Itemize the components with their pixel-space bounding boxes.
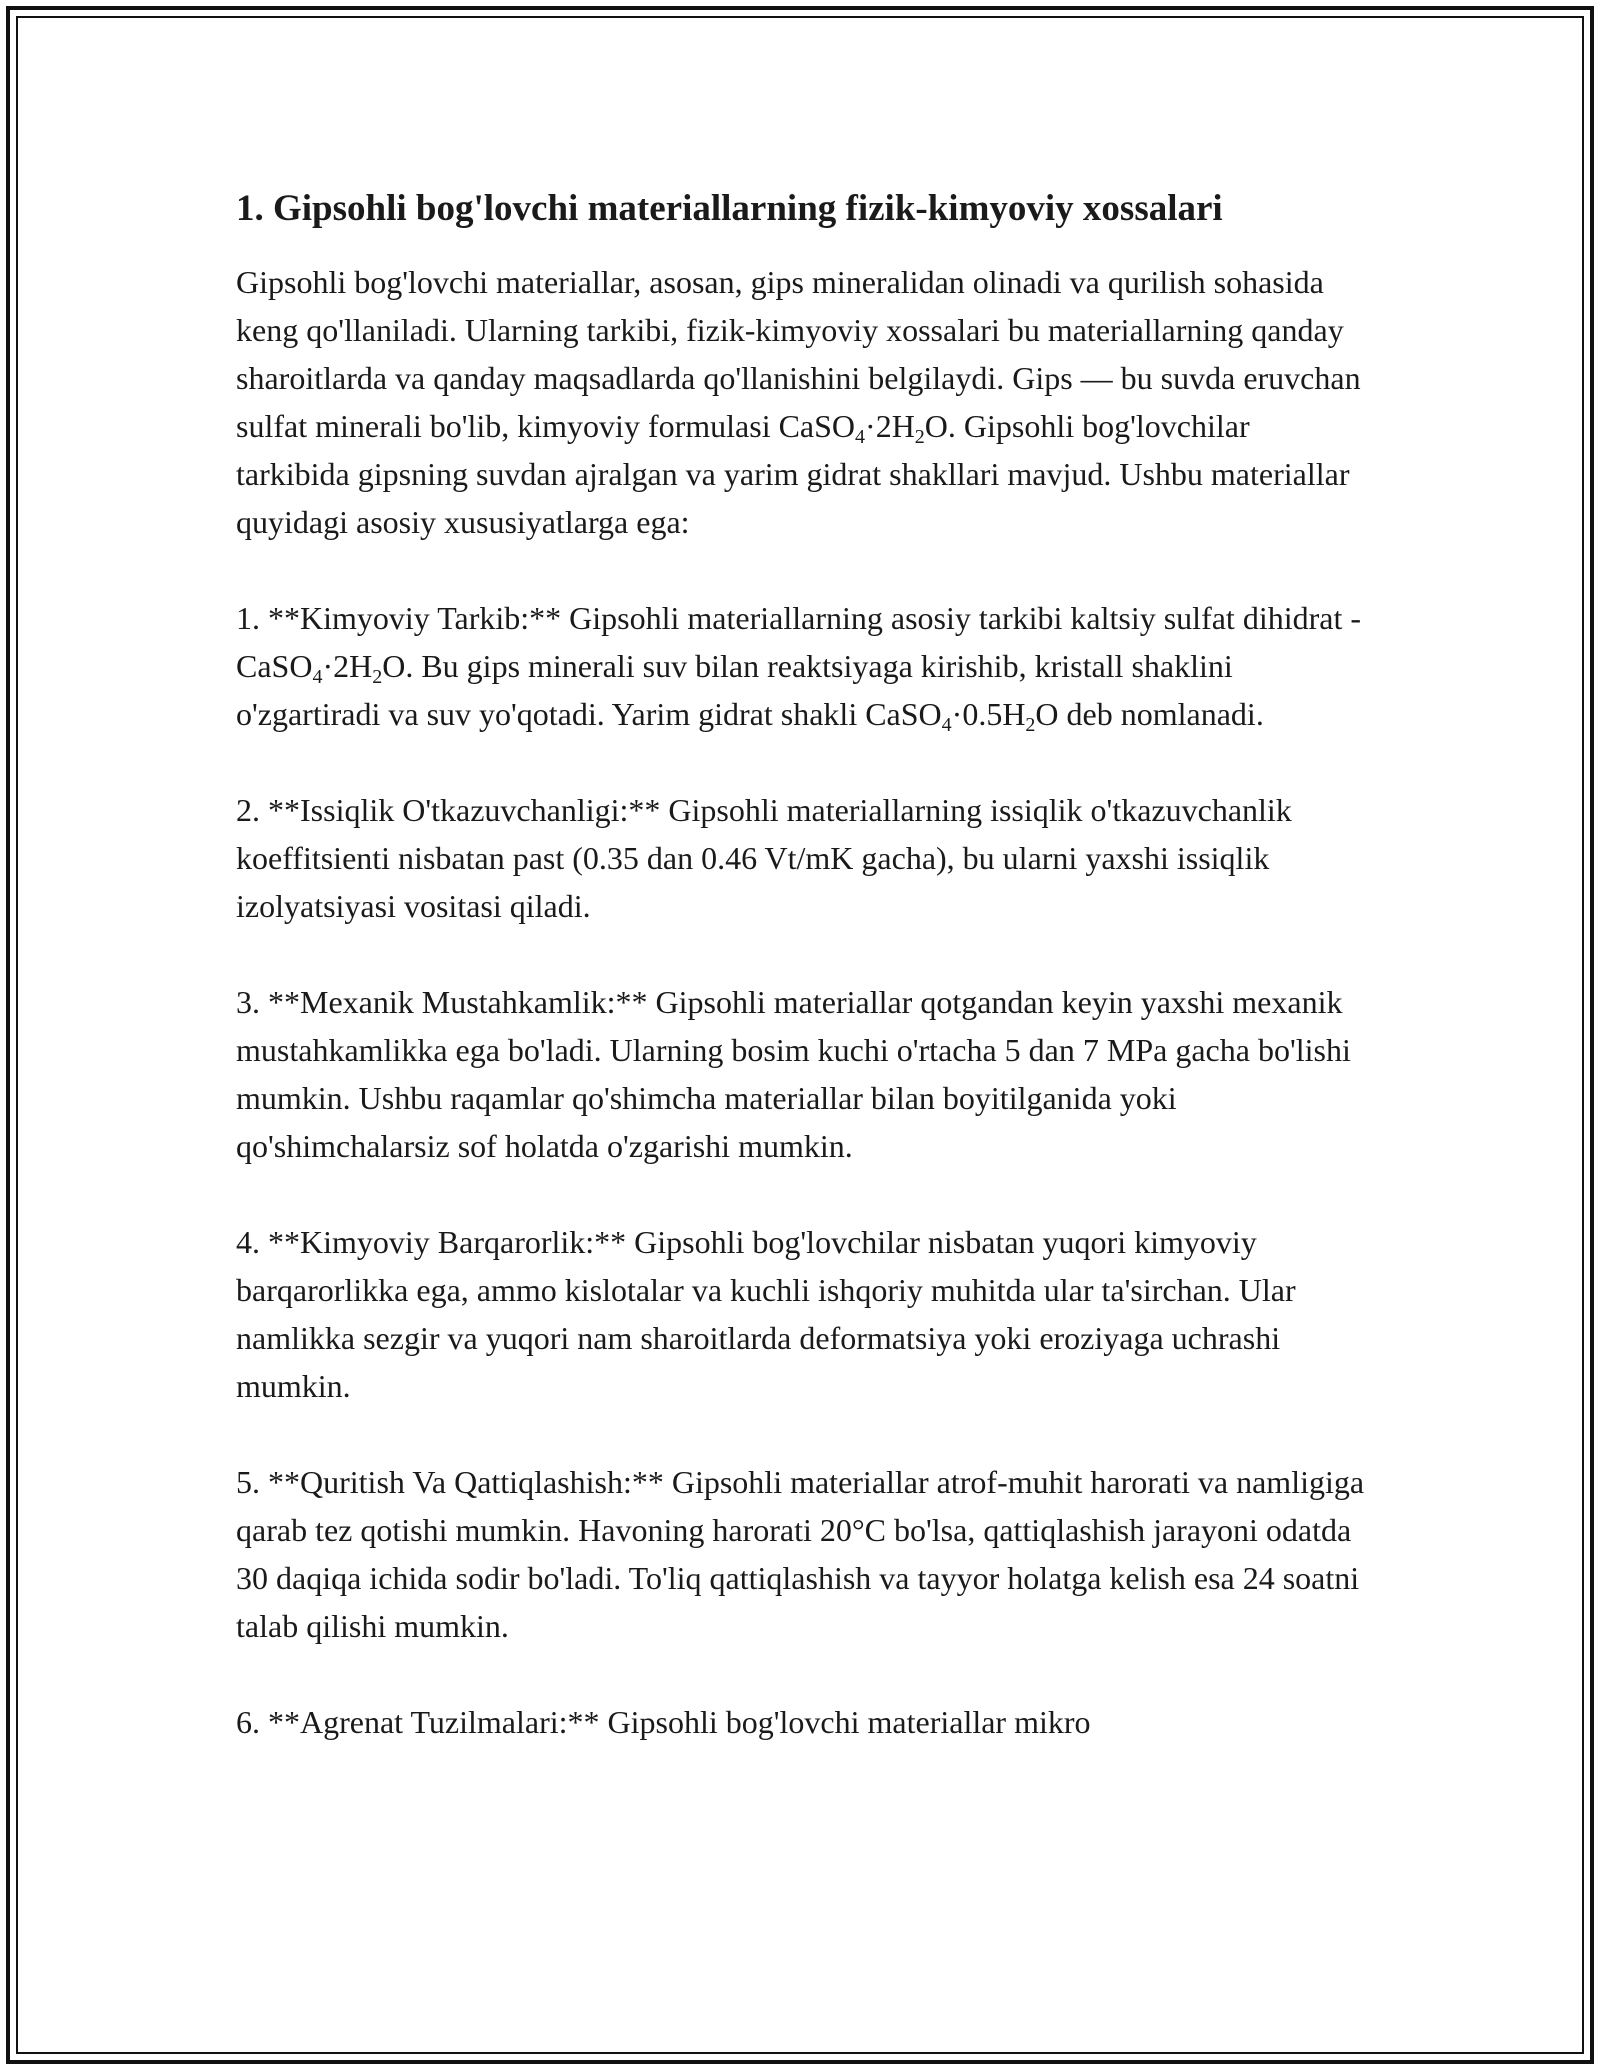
list-item-chemical-composition: 1. **Kimyoviy Tarkib:** Gipsohli materiallarning asosiy tarkibi kaltsiy sulfat dihidrat - $CaSO_4\cdot 2H_2O$. Bu gips minerali suv bilan reaktsiyaga kirishib, kristall shaklini o'zgartiradi va suv yo'qotadi. Yarim gidrat shakli $CaSO_4\cdot 0.5H_2O$ deb nomlanadi. <box>236 600 1361 737</box>
list-item-chemical-stability: 4. **Kimyoviy Barqarorlik:** Gipsohli bog'lovchilar nisbatan yuqori kimyoviy barqarorlikka ega, ammo kislotalar va kuchli ishqoriy muhitda ular ta'sirchan. Ular namlikka sezgir va yuqori nam sharoitlarda deformatsiya yoki eroziyaga uchrashi mumkin. <box>236 1224 1296 1405</box>
list-item-aggregate-structures: 6. **Agrenat Tuzilmalari:** Gipsohli bog'lovchi materiallar mikro <box>236 1704 1091 1741</box>
list-item-mechanical-strength: 3. **Mexanik Mustahkamlik:** Gipsohli materiallar qotgandan keyin yaxshi mexanik mustahkamlikka ega bo'ladi. Ularning bosim kuchi o'rtacha 5 dan 7 MPa gacha bo'lishi mumkin. Ushbu raqamlar qo'shimcha materiallar bilan boyitilganida yoki qo'shimchalarsiz sof holatda o'zgarishi mumkin. <box>236 984 1351 1165</box>
document-body <box>236 186 1366 1794</box>
list-item-thermal-conductivity: 2. **Issiqlik O'tkazuvchanligi:** Gipsohli materiallarning issiqlik o'tkazuvchanlik koeffitsienti nisbatan past (0.35 dan 0.46 Vt/mK gacha), bu ularni yaxshi issiqlik izolyatsiyasi vositasi qiladi. <box>236 792 1292 925</box>
intro-paragraph: Gipsohli bog'lovchi materiallar, asosan, gips mineralidan olinadi va qurilish sohasida keng qo'llaniladi. Ularning tarkibi, fizik-kimyoviy xossalari bu materiallarning qanday sharoitlarda va qanday maqsadlarda qo'llanishini belgilaydi. Gips — bu suvda eruvchan sulfat minerali bo'lib, kimyoviy formulasi $CaSO_4\cdot 2H_2O$. Gipsohli bog'lovchilar tarkibida gipsning suvdan ajralgan va yarim gidrat shakllari mavjud. Ushbu materiallar quyidagi asosiy xususiyatlarga ega: <box>236 264 1361 541</box>
section-heading: 1. Gipsohli bog'lovchi materiallarning fizik-kimyoviy xossalari <box>236 188 1223 229</box>
list-item-drying-hardening: 5. **Quritish Va Qattiqlashish:** Gipsohli materiallar atrof-muhit harorati va namligiga qarab tez qotishi mumkin. Havoning harorati 20°C bo'lsa, qattiqlashish jarayoni odatda 30 daqiqa ichida sodir bo'ladi. To'liq qattiqlashish va tayyor holatga kelish esa 24 soatni talab qilishi mumkin. <box>236 1464 1365 1645</box>
